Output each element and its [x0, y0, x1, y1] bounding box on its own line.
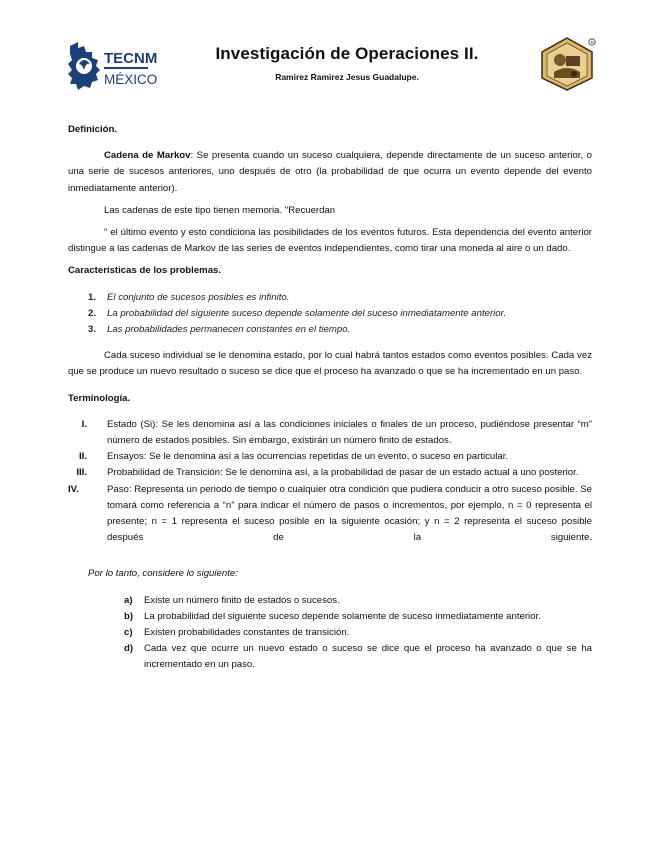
- tecnm-logo: [68, 40, 160, 92]
- list-item: 3. Las probabilidades permanecen constantes en el tiempo.: [88, 324, 351, 336]
- consider-intro: Por lo tanto, considere lo siguiente:: [88, 568, 238, 580]
- document-body: [68, 122, 592, 674]
- consider-list: [124, 593, 592, 674]
- list-item: b) La probabilidad del siguiente suceso depende solamente de suceso inmediatamente anterior.: [124, 610, 541, 622]
- logo-text-tecnm: TECNM: [104, 50, 158, 67]
- list-item: IV. Paso: Representa un periodo de tiempo o cualquier otra condición que pudiera conducir a otro suceso posible. Se tomará como referencia a “n” para indicar el número de pasos o incrementos, por ejemplo, n = 0 representa el presente; n = 1 representa el suceso posible en la siguiente ocasión; y n = 2 representa el suceso posible después de la siguiente.: [68, 483, 592, 544]
- list-item: II. Ensayos: Se le denomina así a las ocurrencias repetidas de un evento, o suceso en particular.: [79, 451, 509, 463]
- list-item: 2. La probabilidad del siguiente suceso depende solamente del suceso inmediatamente anterior.: [88, 307, 507, 319]
- list-item: 1. El conjunto de sucesos posibles es infinito.: [88, 291, 290, 303]
- document-title: Investigación de Operaciones II.: [215, 44, 479, 63]
- terminology-list: [68, 417, 592, 547]
- author-name: Ramirez Ramirez Jesus Guadalupe.: [275, 72, 419, 82]
- memory-paragraph: Las cadenas de este tipo tienen memoria. "Recuerdan: [104, 204, 336, 216]
- characteristics-list: [68, 290, 592, 339]
- section-heading-terminology: Terminología.: [68, 392, 131, 404]
- state-paragraph: Cada suceso individual se le denomina estado, por lo cual habrá tantos estados como eventos posibles. Cada vez que se produce un nuevo resultado o suceso se dice que el proceso ha avanzado o que se ha incrementado en un paso.: [68, 350, 592, 378]
- section-heading-definition: Definición.: [68, 124, 118, 135]
- list-item: d) Cada vez que ocurre un nuevo estado o suceso se dice que el proceso ha avanzado o que se ha incrementado en un paso.: [124, 643, 592, 671]
- list-item: a) Existe un número finito de estados o sucesos.: [124, 594, 340, 606]
- institution-seal-logo: [536, 36, 598, 92]
- definition-text: : Se presenta cuando un suceso cualquiera, depende directamente de un suceso anterior, o una serie de sucesos anteriores, uno después de otro (la probabilidad de que ocurra un evento depende del evento inmediatamente anterior).: [68, 150, 592, 194]
- list-item: I. Estado (Si): Se les denomina así a las condiciones iniciales o finales de un proceso, pudiéndose presentar “m” número de estados posibles. Sin embargo, existirán un número finito de estados.: [81, 418, 592, 447]
- list-item: c) Existen probabilidades constantes de transición.: [124, 627, 350, 639]
- svg-text:R: R: [590, 39, 594, 45]
- definition-paragraph: [68, 148, 592, 197]
- markov-term: Cadena de Markov: [104, 150, 191, 162]
- dependence-paragraph: " el último evento y esto condiciona las posibilidades de los eventos futuros. Esta dependencia del evento anterior distingue a las cadenas de Markov de las series de eventos independientes, como tirar una moneda al aire o un dado.: [68, 227, 592, 255]
- list-item: III. Probabilidad de Transición: Se le denomina así, a la probabilidad de pasar de un estado actual a uno posterior.: [76, 467, 579, 479]
- section-heading-characteristics: Características de los problemas.: [68, 265, 222, 277]
- logo-text-mexico: MÉXICO: [104, 72, 158, 87]
